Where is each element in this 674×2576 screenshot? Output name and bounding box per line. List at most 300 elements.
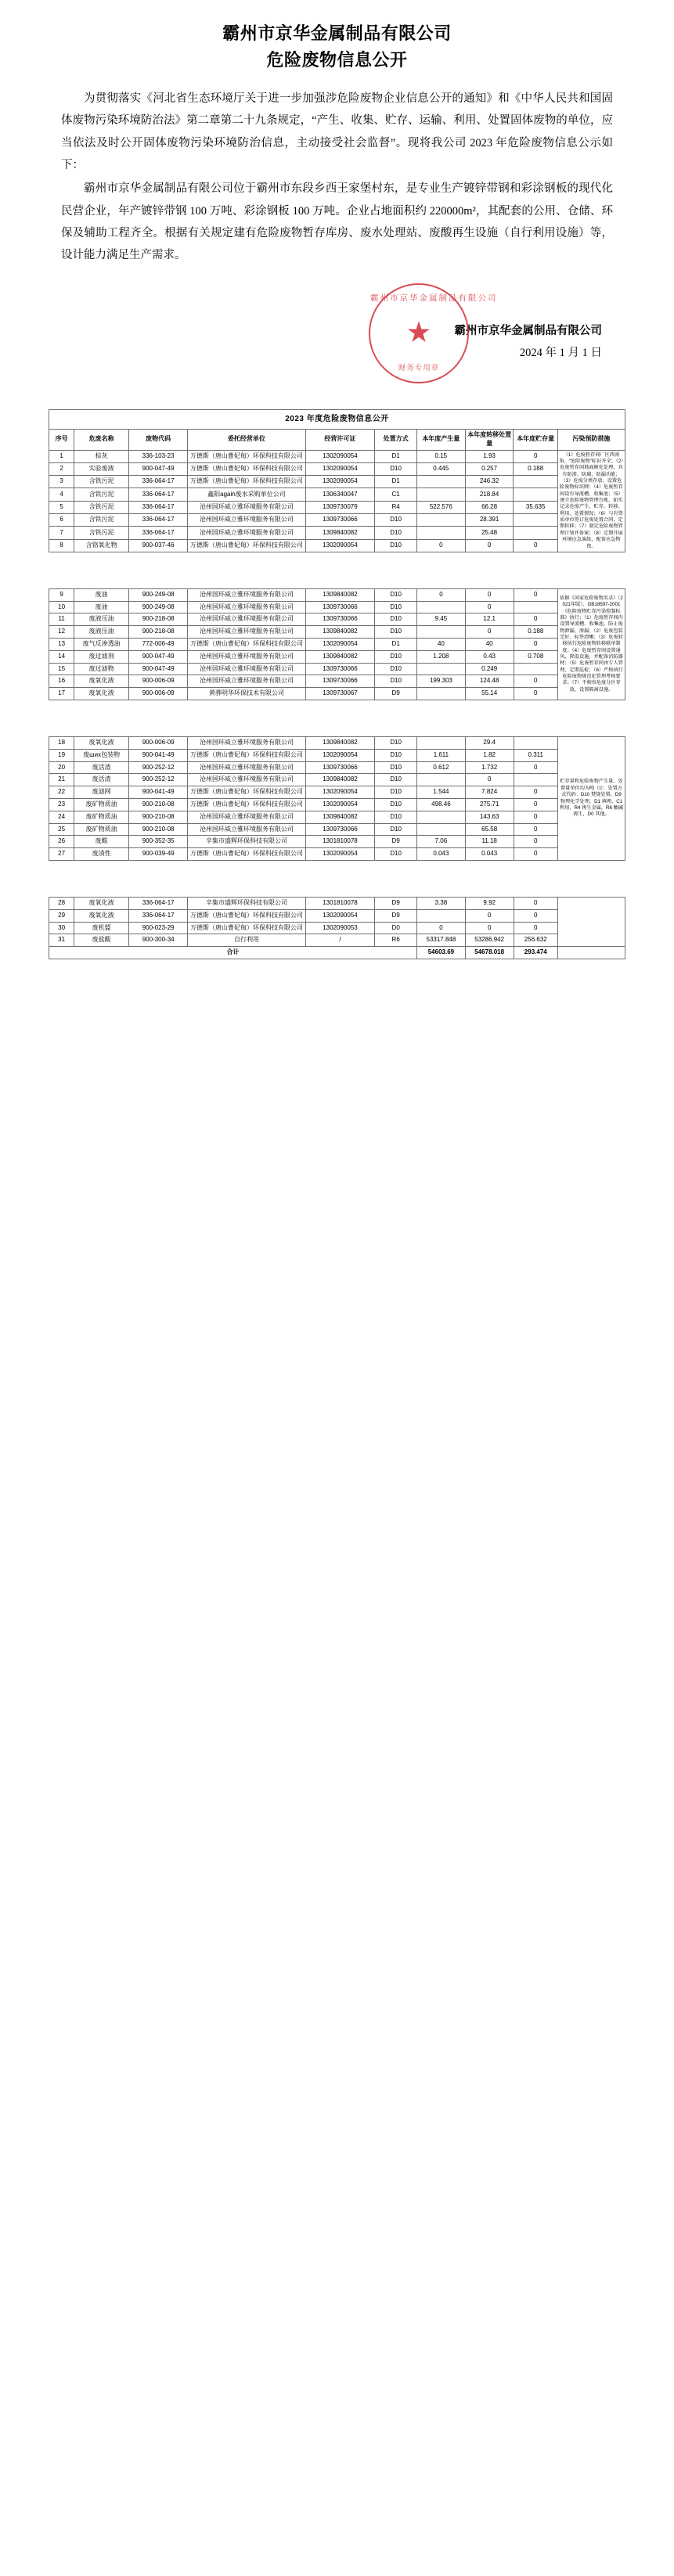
- cell-9: 0: [514, 922, 557, 934]
- cell-9: [514, 737, 557, 750]
- cell-7: 0.445: [416, 462, 465, 475]
- cell-7: 498.46: [417, 799, 466, 811]
- cell-1: 28: [49, 898, 74, 910]
- th-org: 委托经营单位: [188, 429, 305, 450]
- cell-6: D10: [375, 626, 417, 639]
- table-row: [49, 601, 625, 613]
- cell-1: 9: [49, 588, 74, 601]
- cell-4: 沧州国环威立雅环境服务有限公司: [188, 737, 305, 750]
- cell-5: 1302090054: [305, 639, 375, 651]
- cell-1: 3: [49, 476, 74, 488]
- table-row: [49, 450, 625, 462]
- cell-7: [417, 737, 466, 750]
- cell-6: D10: [375, 675, 417, 688]
- total-note-cell: [557, 947, 625, 959]
- cell-7: [417, 823, 466, 836]
- cell-5: 1301810078: [305, 898, 375, 910]
- table-row: [49, 675, 625, 688]
- th-code: 废物代码: [129, 429, 188, 450]
- pollution-prevention-note: （1）危废暂存间厂区西南角，“危险废物”标识齐全；（2）危废暂存间地面硬化处理，具有防渗、防腐、防漏功能；（3）危废分类存放，设置危险废物标识牌；（4）危废暂存间设有导流槽、收集池；（5）建立危险废物管理台账，如实记录危废产生、贮存、转移、利用、处置情况；（6）与有资质单位签订危废处置合同，定期转移；（7）制定危险废物管理计划并备案；（8）定期开展环境应急演练，配备应急物资。: [557, 450, 625, 552]
- cell-4: 万德斯（唐山曹妃甸）环保科技有限公司: [188, 462, 305, 475]
- seal-bottom-text: 财务专用章: [398, 365, 440, 373]
- table-row: [49, 799, 625, 811]
- cell-9: 0: [514, 811, 557, 823]
- cell-7: [417, 909, 466, 922]
- cell-7: 0.043: [417, 848, 466, 861]
- cell-5: 1302090054: [305, 799, 375, 811]
- cell-1: 31: [49, 934, 74, 947]
- cell-4: 沧州国环威立雅环境服务有限公司: [188, 513, 305, 526]
- cell-6: D10: [375, 799, 417, 811]
- seal-star-icon: ★: [407, 320, 431, 347]
- cell-9: [514, 774, 557, 786]
- cell-9: 0.311: [514, 749, 557, 761]
- cell-3: 900-037-46: [129, 539, 188, 552]
- cell-6: D1: [375, 450, 417, 462]
- cell-1: 23: [49, 799, 74, 811]
- cell-8: 28.391: [465, 513, 514, 526]
- cell-8: 143.63: [465, 811, 514, 823]
- cell-5: 1309730067: [305, 688, 375, 700]
- cell-5: 1309730066: [305, 663, 375, 675]
- table-row: [49, 898, 625, 910]
- cell-3: 336-103-23: [129, 450, 188, 462]
- cell-4: 万德斯（唐山曹妃甸）环保科技有限公司: [188, 476, 305, 488]
- cell-3: 900-210-08: [129, 799, 188, 811]
- table-row: [49, 934, 625, 947]
- cell-5: 1309730066: [305, 601, 375, 613]
- cell-4: 万德斯（唐山曹妃甸）环保科技有限公司: [188, 909, 305, 922]
- cell-4: 沧州国环威立雅环境服务有限公司: [188, 626, 305, 639]
- cell-7: 9.45: [417, 613, 466, 626]
- cell-4: 辛集市盛辉环保科技有限公司: [188, 836, 305, 848]
- waste-table-block-2: [0, 588, 674, 700]
- cell-6: D10: [375, 527, 417, 539]
- waste-table-2: [49, 588, 625, 700]
- cell-3: 900-252-12: [129, 761, 188, 774]
- cell-8: 40: [465, 639, 514, 651]
- cell-5: 1309840082: [305, 737, 375, 750]
- cell-6: D9: [375, 909, 417, 922]
- cell-5: 1309840082: [305, 811, 375, 823]
- cell-2: 废矿物质油: [74, 811, 129, 823]
- cell-4: 沧州国环威立雅环境服务有限公司: [188, 527, 305, 539]
- cell-2: 含铁污泥: [74, 501, 129, 513]
- cell-4: 沧州国环威立雅环境服务有限公司: [188, 650, 305, 663]
- cell-2: 废液压油: [74, 626, 129, 639]
- cell-5: 1309730066: [305, 613, 375, 626]
- cell-3: 900-249-08: [129, 588, 188, 601]
- table-row: [49, 909, 625, 922]
- cell-5: 1302090054: [305, 909, 375, 922]
- cell-1: 19: [49, 749, 74, 761]
- th-method: 处置方式: [375, 429, 417, 450]
- cell-8: 55.14: [465, 688, 514, 700]
- cell-1: 8: [49, 539, 74, 552]
- cell-1: 21: [49, 774, 74, 786]
- cell-5: 1302090054: [305, 539, 375, 552]
- cell-9: 0: [514, 539, 557, 552]
- cell-2: 废氧化液: [74, 737, 129, 750]
- cell-3: 900-210-08: [129, 823, 188, 836]
- table-row: [49, 688, 625, 700]
- cell-6: D10: [375, 749, 417, 761]
- cell-3: 900-300-34: [129, 934, 188, 947]
- cell-4: 万德斯（唐山曹妃甸）环保科技有限公司: [188, 848, 305, 861]
- table-row: [49, 626, 625, 639]
- cell-3: 900-249-08: [129, 601, 188, 613]
- table-row: [49, 663, 625, 675]
- cell-2: 棕灰: [74, 450, 129, 462]
- cell-5: 1309730079: [305, 501, 375, 513]
- table-row: [49, 513, 625, 526]
- cell-4: 沧州国环威立雅环境服务有限公司: [188, 823, 305, 836]
- cell-2: 废滤网: [74, 786, 129, 799]
- cell-7: 1.611: [417, 749, 466, 761]
- th-license: 经营许可证: [305, 429, 375, 450]
- cell-8: 7.824: [465, 786, 514, 799]
- cell-4: 万德斯（唐山曹妃甸）环保科技有限公司: [188, 799, 305, 811]
- cell-9: [514, 488, 557, 501]
- table-row: [49, 462, 625, 475]
- table-row: [49, 527, 625, 539]
- cell-9: 0: [514, 675, 557, 688]
- cell-6: D10: [375, 601, 417, 613]
- table-row: [49, 488, 625, 501]
- table-total-row: [49, 947, 625, 959]
- th-notes: 污染预防措施: [557, 429, 625, 450]
- cell-8: 1.93: [465, 450, 514, 462]
- cell-9: 0: [514, 898, 557, 910]
- waste-table-block-3: [0, 736, 674, 861]
- cell-5: 1309730066: [305, 675, 375, 688]
- cell-6: R4: [375, 501, 417, 513]
- cell-9: 0: [514, 588, 557, 601]
- cell-5: 1302090054: [305, 476, 375, 488]
- cell-6: D10: [375, 663, 417, 675]
- cell-8: 25.48: [465, 527, 514, 539]
- cell-2: 废酸: [74, 836, 129, 848]
- cell-7: 0: [416, 539, 465, 552]
- cell-7: 3.38: [417, 898, 466, 910]
- cell-5: 1301810078: [305, 836, 375, 848]
- cell-4: 沧州国环威立雅环境服务有限公司: [188, 613, 305, 626]
- table-row: [49, 848, 625, 861]
- cell-7: 40: [417, 639, 466, 651]
- cell-2: 废ших包装物: [74, 749, 129, 761]
- cell-5: 1309840082: [305, 774, 375, 786]
- cell-1: 2: [49, 462, 74, 475]
- cell-9: 0: [514, 613, 557, 626]
- cell-1: 27: [49, 848, 74, 861]
- cell-6: D10: [375, 513, 417, 526]
- cell-7: [417, 663, 466, 675]
- cell-4: 万德斯（唐山曹妃甸）环保科技有限公司: [188, 922, 305, 934]
- cell-9: [514, 527, 557, 539]
- cell-5: /: [305, 934, 375, 947]
- table-row: [49, 823, 625, 836]
- cell-1: 4: [49, 488, 74, 501]
- cell-2: 含铁污泥: [74, 488, 129, 501]
- cell-5: 1309840082: [305, 626, 375, 639]
- cell-1: 17: [49, 688, 74, 700]
- th-no: 序号: [49, 429, 74, 450]
- cell-9: 0: [514, 909, 557, 922]
- cell-6: D10: [375, 761, 417, 774]
- cell-5: 1302090054: [305, 462, 375, 475]
- total-value-2: 54678.018: [465, 947, 514, 959]
- cell-9: 0: [514, 848, 557, 861]
- cell-2: 废机盟: [74, 922, 129, 934]
- cell-7: 7.06: [417, 836, 466, 848]
- table-row: [49, 761, 625, 774]
- cell-2: 废过滤剂: [74, 650, 129, 663]
- cell-8: 0: [465, 588, 514, 601]
- cell-5: 1309730066: [305, 761, 375, 774]
- cell-5: 1302090054: [305, 786, 375, 799]
- cell-6: D1: [375, 639, 417, 651]
- cell-1: 15: [49, 663, 74, 675]
- cell-9: 0.188: [514, 462, 557, 475]
- total-value-3: 293.474: [514, 947, 557, 959]
- cell-1: 24: [49, 811, 74, 823]
- cell-8: 0.257: [465, 462, 514, 475]
- cell-9: [514, 663, 557, 675]
- cell-1: 11: [49, 613, 74, 626]
- cell-4: 沧州国环威立雅环境服务有限公司: [188, 663, 305, 675]
- th-stored: 本年度贮存量: [514, 429, 557, 450]
- cell-1: 1: [49, 450, 74, 462]
- cell-4: 鑫阳again废水采购单位公司: [188, 488, 305, 501]
- cell-3: 336-064-17: [129, 527, 188, 539]
- cell-4: 辛集市盛辉环保科技有限公司: [188, 898, 305, 910]
- cell-8: 0: [465, 601, 514, 613]
- cell-7: [417, 774, 466, 786]
- pollution-prevention-note: 贮存量和危险废物产生量、处置量单位均为吨（t）；处置方式代码：D10 焚烧处置，D9 物理化学处理，D1 填埋，C1 利用，R4 再生金属，R6 酸碱再生，D0 其他。: [557, 737, 625, 861]
- cell-8: 9.92: [465, 898, 514, 910]
- cell-2: 废气反渗透油: [74, 639, 129, 651]
- cell-3: 900-006-09: [129, 688, 188, 700]
- cell-2: 废渍性: [74, 848, 129, 861]
- signature-date: 2024 年 1 月 1 日: [519, 346, 602, 359]
- cell-3: 900-047-49: [129, 650, 188, 663]
- cell-3: 900-006-09: [129, 675, 188, 688]
- th-generated: 本年度产生量: [416, 429, 465, 450]
- table-row: [49, 774, 625, 786]
- cell-7: [417, 811, 466, 823]
- cell-7: 522.576: [416, 501, 465, 513]
- cell-6: D10: [375, 588, 417, 601]
- cell-6: D0: [375, 922, 417, 934]
- seal-top-text: 霸州市京华金属制品有限公司: [370, 294, 498, 304]
- cell-1: 22: [49, 786, 74, 799]
- cell-7: 199.303: [417, 675, 466, 688]
- cell-3: 900-210-08: [129, 811, 188, 823]
- cell-9: 0: [514, 450, 557, 462]
- cell-7: [417, 626, 466, 639]
- cell-6: D9: [375, 688, 417, 700]
- cell-6: D9: [375, 836, 417, 848]
- cell-6: D10: [375, 462, 417, 475]
- cell-3: 336-064-17: [129, 909, 188, 922]
- waste-table-block-1: [0, 409, 674, 552]
- cell-2: 实验废液: [74, 462, 129, 475]
- cell-8: 1.82: [465, 749, 514, 761]
- table-row: [49, 639, 625, 651]
- cell-2: 废油: [74, 601, 129, 613]
- waste-table-block-4: [0, 897, 674, 959]
- cell-3: 900-352-35: [129, 836, 188, 848]
- title-line-1: 霸州市京华金属制品有限公司: [222, 23, 452, 43]
- signature-company: 霸州市京华金属制品有限公司: [454, 325, 602, 338]
- body-text: [0, 74, 674, 266]
- cell-3: 336-064-17: [129, 513, 188, 526]
- cell-3: 772-006-49: [129, 639, 188, 651]
- page-title: [0, 0, 674, 74]
- cell-8: 66.28: [465, 501, 514, 513]
- cell-2: 废活渣: [74, 774, 129, 786]
- cell-4: 沧州国环威立雅环境服务有限公司: [188, 774, 305, 786]
- cell-2: 废盐酸: [74, 934, 129, 947]
- table-row: [49, 476, 625, 488]
- cell-1: 25: [49, 823, 74, 836]
- cell-8: 1.732: [465, 761, 514, 774]
- cell-2: 含铁污泥: [74, 513, 129, 526]
- cell-1: 13: [49, 639, 74, 651]
- cell-4: 沧州国环威立雅环境服务有限公司: [188, 675, 305, 688]
- title-line-2: 危险废物信息公开: [266, 50, 408, 70]
- cell-6: D10: [375, 774, 417, 786]
- cell-7: 0: [417, 922, 466, 934]
- cell-2: 废氧化液: [74, 675, 129, 688]
- cell-1: 6: [49, 513, 74, 526]
- signature-block: [0, 294, 674, 373]
- cell-3: 900-041-49: [129, 786, 188, 799]
- cell-5: 1302090053: [305, 922, 375, 934]
- cell-6: D10: [375, 848, 417, 861]
- cell-3: 900-047-49: [129, 462, 188, 475]
- cell-7: 0.612: [417, 761, 466, 774]
- table-row: [49, 539, 625, 552]
- total-value-1: 54603.69: [417, 947, 466, 959]
- cell-6: D1: [375, 476, 417, 488]
- th-name: 危废名称: [74, 429, 129, 450]
- cell-3: 336-064-17: [129, 898, 188, 910]
- cell-5: 1309840082: [305, 588, 375, 601]
- cell-6: R6: [375, 934, 417, 947]
- cell-4: 万德斯（唐山曹妃甸）环保科技有限公司: [188, 749, 305, 761]
- document-page: [0, 0, 674, 983]
- cell-3: 900-047-49: [129, 663, 188, 675]
- cell-8: 11.18: [465, 836, 514, 848]
- cell-6: C1: [375, 488, 417, 501]
- cell-4: 沧州国环威立雅环境服务有限公司: [188, 501, 305, 513]
- cell-2: 废氧化液: [74, 909, 129, 922]
- cell-3: 900-006-09: [129, 737, 188, 750]
- table-row: [49, 749, 625, 761]
- cell-4: 自行利用: [188, 934, 305, 947]
- cell-4: 沧州国环威立雅环境服务有限公司: [188, 811, 305, 823]
- cell-7: 0.15: [416, 450, 465, 462]
- cell-7: [416, 513, 465, 526]
- cell-9: 35.635: [514, 501, 557, 513]
- cell-8: 29.4: [465, 737, 514, 750]
- cell-6: D10: [375, 811, 417, 823]
- cell-3: 336-064-17: [129, 476, 188, 488]
- cell-8: 0: [465, 909, 514, 922]
- cell-4: 万德斯（唐山曹妃甸）环保科技有限公司: [188, 450, 305, 462]
- table-caption: 2023 年度危险废物信息公开: [49, 410, 625, 430]
- cell-8: 0.043: [465, 848, 514, 861]
- cell-5: 1302090054: [305, 749, 375, 761]
- table-row: [49, 650, 625, 663]
- cell-4: 万德斯（唐山曹妃甸）环保科技有限公司: [188, 539, 305, 552]
- cell-5: 1302090054: [305, 848, 375, 861]
- th-disposed: 本年度转移处置量: [465, 429, 514, 450]
- cell-3: 900-041-49: [129, 749, 188, 761]
- cell-6: D10: [375, 539, 417, 552]
- cell-3: 900-023-29: [129, 922, 188, 934]
- table-row: [49, 588, 625, 601]
- cell-9: 0: [514, 823, 557, 836]
- cell-2: 废过滤物: [74, 663, 129, 675]
- cell-5: 1309840082: [305, 527, 375, 539]
- cell-6: D10: [375, 786, 417, 799]
- cell-2: 废氧化液: [74, 688, 129, 700]
- table-row: [49, 786, 625, 799]
- pollution-prevention-note: [557, 898, 625, 947]
- company-seal-stamp: [369, 283, 498, 383]
- cell-4: 万德斯（唐山曹妃甸）环保科技有限公司: [188, 639, 305, 651]
- cell-4: 沧州国环威立雅环境服务有限公司: [188, 588, 305, 601]
- cell-1: 26: [49, 836, 74, 848]
- cell-8: 65.58: [465, 823, 514, 836]
- cell-4: 万德斯（唐山曹妃甸）环保科技有限公司: [188, 786, 305, 799]
- cell-2: 废矿物质油: [74, 799, 129, 811]
- cell-2: 废液压油: [74, 613, 129, 626]
- cell-1: 30: [49, 922, 74, 934]
- cell-6: D10: [375, 823, 417, 836]
- cell-4: 黄骅明华环保技术有限公司: [188, 688, 305, 700]
- cell-9: 0: [514, 761, 557, 774]
- cell-7: [417, 601, 466, 613]
- cell-8: 0: [465, 539, 514, 552]
- cell-1: 29: [49, 909, 74, 922]
- cell-6: D10: [375, 737, 417, 750]
- cell-6: D10: [375, 613, 417, 626]
- cell-3: 336-064-17: [129, 501, 188, 513]
- cell-4: 沧州国环威立雅环境服务有限公司: [188, 601, 305, 613]
- cell-5: 1302090054: [305, 450, 375, 462]
- cell-8: 0: [465, 774, 514, 786]
- cell-2: 废矿物质油: [74, 823, 129, 836]
- cell-3: 900-252-12: [129, 774, 188, 786]
- cell-9: 0.188: [514, 626, 557, 639]
- cell-7: [416, 527, 465, 539]
- cell-9: 0: [514, 639, 557, 651]
- cell-7: [417, 688, 466, 700]
- table-row: [49, 811, 625, 823]
- cell-1: 7: [49, 527, 74, 539]
- pollution-prevention-note: 依据《国家危险废物名录》（2021年版）、GB18597-2001《危险废物贮存污染控制标准》执行；（1）危废暂存间内设置导流槽、收集池，防止废物泄漏、渗漏；（2）危废包装完好、标签清晰；（3）危废转移执行危险废物转移联单制度；（4）危废暂存间设置通风、降温设施，并配备消防器材；（5）危废暂存间由专人管理，定期巡检；（6）严格执行危险废物规范化管理考核要求；（7）不相容危废分区存放，设置隔离设施。: [557, 588, 625, 700]
- cell-9: 0: [514, 688, 557, 700]
- bottom-spacer: [0, 959, 674, 983]
- cell-7: 0: [417, 588, 466, 601]
- cell-8: 0.249: [465, 663, 514, 675]
- cell-3: 336-064-17: [129, 488, 188, 501]
- cell-9: 0: [514, 799, 557, 811]
- cell-2: 废活渣: [74, 761, 129, 774]
